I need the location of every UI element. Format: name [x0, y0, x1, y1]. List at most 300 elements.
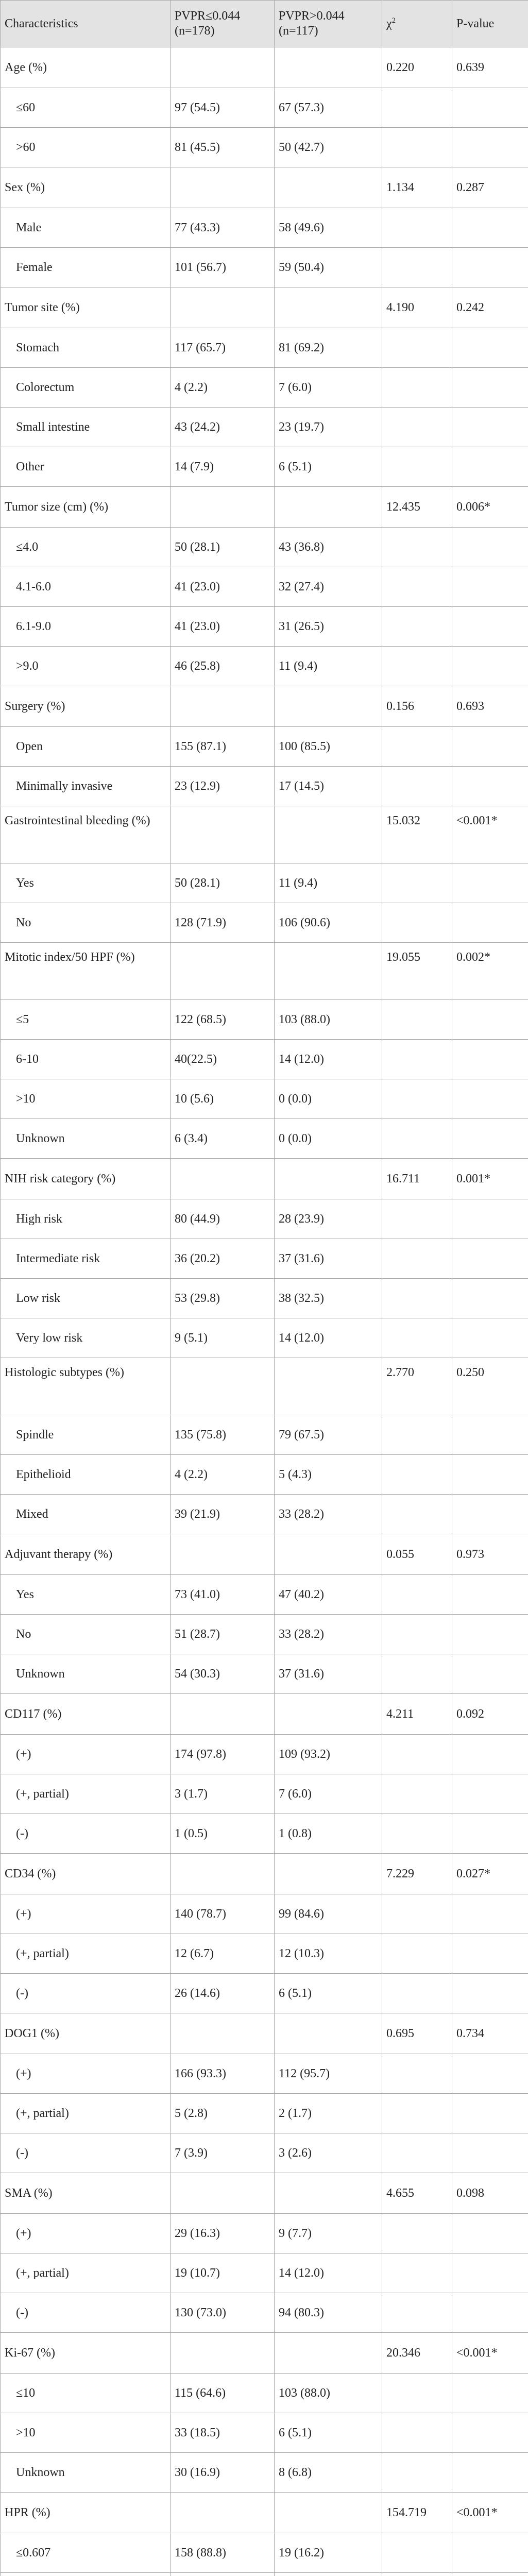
value-pvpr-high: 28 (23.9) — [275, 1199, 382, 1239]
table-row — [1, 1415, 528, 1455]
value-pvpr-high: 58 (49.6) — [275, 208, 382, 248]
value-pvpr-low: 158 (88.8) — [171, 2533, 275, 2573]
value-pvpr-low: 77 (43.3) — [171, 208, 275, 248]
value-p — [452, 2413, 528, 2453]
table-row — [1, 1615, 528, 1654]
chi-symbol: χ — [386, 16, 392, 30]
value-pvpr-high: 32 (27.4) — [275, 567, 382, 607]
value-chi-square — [382, 328, 452, 368]
value-p — [452, 567, 528, 607]
value-pvpr-high: 6 (5.1) — [275, 2413, 382, 2453]
value-pvpr-low — [171, 47, 275, 88]
row-label: (-) — [1, 2133, 171, 2173]
row-label: Tumor size (cm) (%) — [1, 487, 171, 528]
category-row — [1, 2333, 528, 2374]
value-chi-square — [382, 1239, 452, 1279]
table-row — [1, 1279, 528, 1318]
value-p — [452, 863, 528, 903]
value-pvpr-high — [275, 2493, 382, 2533]
value-chi-square — [382, 2214, 452, 2253]
row-label: Unknown — [1, 1654, 171, 1694]
table-row — [1, 1199, 528, 1239]
value-p — [452, 1199, 528, 1239]
row-label: (+) — [1, 2214, 171, 2253]
table-row — [1, 1318, 528, 1358]
table-row — [1, 2293, 528, 2333]
value-p — [452, 1239, 528, 1279]
value-pvpr-low: 26 (14.6) — [171, 1974, 275, 2013]
value-p — [452, 328, 528, 368]
value-pvpr-high: 112 (95.7) — [275, 2054, 382, 2094]
value-chi-square — [382, 1199, 452, 1239]
value-p — [452, 248, 528, 287]
value-p: 0.002* — [452, 943, 528, 1000]
value-p — [452, 1455, 528, 1495]
value-pvpr-low — [171, 2333, 275, 2374]
category-row — [1, 1854, 528, 1894]
value-pvpr-high — [275, 287, 382, 328]
value-pvpr-high: 37 (31.6) — [275, 1654, 382, 1694]
row-label: Intermediate risk — [1, 1239, 171, 1279]
row-label: SMA (%) — [1, 2173, 171, 2214]
row-label: Unknown — [1, 1119, 171, 1159]
row-label: Tumor site (%) — [1, 287, 171, 328]
row-label: No — [1, 903, 171, 943]
value-chi-square — [382, 408, 452, 447]
category-row — [1, 2173, 528, 2214]
category-row — [1, 943, 528, 1000]
value-p — [452, 1495, 528, 1534]
value-pvpr-low: 1 (0.5) — [171, 1814, 275, 1854]
value-chi-square — [382, 2094, 452, 2133]
table-header — [1, 1, 528, 47]
table-row — [1, 1934, 528, 1974]
value-chi-square: 0.055 — [382, 1534, 452, 1575]
value-pvpr-low: 6 (3.4) — [171, 1119, 275, 1159]
value-pvpr-low: 140 (78.7) — [171, 1894, 275, 1934]
row-label: Age (%) — [1, 47, 171, 88]
value-chi-square — [382, 903, 452, 943]
value-pvpr-high: 103 (88.0) — [275, 2374, 382, 2413]
value-p — [452, 647, 528, 686]
table-row — [1, 2253, 528, 2293]
value-pvpr-low — [171, 1358, 275, 1415]
value-chi-square — [382, 1318, 452, 1358]
value-p — [452, 1119, 528, 1159]
value-p — [452, 2133, 528, 2173]
value-chi-square: 1.134 — [382, 167, 452, 208]
value-pvpr-high — [275, 2333, 382, 2374]
row-label: Minimally invasive — [1, 767, 171, 806]
value-pvpr-high: 99 (84.6) — [275, 1894, 382, 1934]
value-pvpr-high: 9 (7.7) — [275, 2214, 382, 2253]
value-pvpr-high: 31 (26.5) — [275, 607, 382, 647]
value-p — [452, 528, 528, 567]
value-pvpr-high: 14 (12.0) — [275, 1040, 382, 1079]
table-row — [1, 1119, 528, 1159]
row-label: CD34 (%) — [1, 1854, 171, 1894]
value-pvpr-low: 155 (87.1) — [171, 727, 275, 767]
value-pvpr-low: 4 (2.2) — [171, 368, 275, 408]
value-pvpr-low — [171, 2573, 275, 2576]
value-p: <0.001* — [452, 2333, 528, 2374]
category-row — [1, 1534, 528, 1575]
value-pvpr-high: 14 (12.0) — [275, 1318, 382, 1358]
value-p — [452, 727, 528, 767]
value-chi-square — [382, 1774, 452, 1814]
value-chi-square — [382, 128, 452, 167]
value-p: 0.734 — [452, 2013, 528, 2054]
value-chi-square — [382, 1575, 452, 1615]
value-pvpr-high — [275, 1534, 382, 1575]
value-chi-square — [382, 727, 452, 767]
value-chi-square — [382, 1119, 452, 1159]
header-characteristics: Characteristics — [1, 1, 171, 47]
value-pvpr-low: 130 (73.0) — [171, 2293, 275, 2333]
row-label: Male — [1, 208, 171, 248]
row-label: ≤10 — [1, 2374, 171, 2413]
row-label: High risk — [1, 1199, 171, 1239]
value-pvpr-low: 54 (30.3) — [171, 1654, 275, 1694]
value-pvpr-high: 38 (32.5) — [275, 1279, 382, 1318]
value-pvpr-low: 46 (25.8) — [171, 647, 275, 686]
value-pvpr-high: 2 (1.7) — [275, 2094, 382, 2133]
value-p: <0.001* — [452, 806, 528, 863]
value-chi-square — [382, 2253, 452, 2293]
value-pvpr-high — [275, 1854, 382, 1894]
value-chi-square: 7.229 — [382, 1854, 452, 1894]
row-label: 6.1-9.0 — [1, 607, 171, 647]
value-chi-square — [382, 1040, 452, 1079]
value-pvpr-high: 0 (0.0) — [275, 1079, 382, 1119]
value-chi-square — [382, 368, 452, 408]
value-p — [452, 2533, 528, 2573]
table-row — [1, 1495, 528, 1534]
category-row — [1, 487, 528, 528]
value-chi-square — [382, 767, 452, 806]
value-pvpr-low: 3 (1.7) — [171, 1774, 275, 1814]
value-pvpr-low: 10 (5.6) — [171, 1079, 275, 1119]
value-chi-square — [382, 2374, 452, 2413]
row-label: Unknown — [1, 2453, 171, 2493]
chi-superscript: 2 — [391, 16, 396, 25]
value-pvpr-high: 6 (5.1) — [275, 447, 382, 487]
value-p — [452, 1615, 528, 1654]
value-chi-square — [382, 1615, 452, 1654]
value-pvpr-low: 4 (2.2) — [171, 1455, 275, 1495]
row-label: Colorectum — [1, 368, 171, 408]
value-chi-square: 0.220 — [382, 47, 452, 88]
table-row — [1, 1040, 528, 1079]
value-p — [452, 1974, 528, 2013]
value-chi-square: 0.695 — [382, 2013, 452, 2054]
value-pvpr-high — [275, 1694, 382, 1735]
table-row — [1, 408, 528, 447]
value-chi-square — [382, 2453, 452, 2493]
value-p: 0.006* — [452, 487, 528, 528]
value-p: <0.001* — [452, 2493, 528, 2533]
value-chi-square: 2.770 — [382, 1358, 452, 1415]
value-p: 0.287 — [452, 167, 528, 208]
value-chi-square — [382, 1934, 452, 1974]
value-pvpr-high: 12 (10.3) — [275, 1934, 382, 1974]
value-p — [452, 1575, 528, 1615]
value-pvpr-low — [171, 1694, 275, 1735]
category-row — [1, 686, 528, 727]
value-pvpr-high — [275, 487, 382, 528]
value-pvpr-high — [275, 943, 382, 1000]
row-label: >9.0 — [1, 647, 171, 686]
value-pvpr-high: 5 (4.3) — [275, 1455, 382, 1495]
value-chi-square — [382, 1455, 452, 1495]
row-label: Yes — [1, 863, 171, 903]
value-p — [452, 2573, 528, 2576]
value-pvpr-high — [275, 686, 382, 727]
value-chi-square — [382, 1415, 452, 1455]
row-label: Sex (%) — [1, 167, 171, 208]
row-label: (+, partial) — [1, 1774, 171, 1814]
value-p — [452, 447, 528, 487]
value-p: 0.098 — [452, 2173, 528, 2214]
value-p — [452, 1934, 528, 1974]
row-label: 4.1-6.0 — [1, 567, 171, 607]
value-p — [452, 2094, 528, 2133]
value-pvpr-low: 51 (28.7) — [171, 1615, 275, 1654]
value-p — [452, 208, 528, 248]
row-label: ≤5 — [1, 1000, 171, 1040]
row-label: Very low risk — [1, 1318, 171, 1358]
value-pvpr-low: 73 (41.0) — [171, 1575, 275, 1615]
value-chi-square — [382, 1654, 452, 1694]
value-p — [452, 2054, 528, 2094]
table-row — [1, 2054, 528, 2094]
table-row — [1, 863, 528, 903]
value-chi-square — [382, 2133, 452, 2173]
row-label: Open — [1, 727, 171, 767]
header-chi-square — [382, 1, 452, 47]
value-pvpr-high: 6 (5.1) — [275, 1974, 382, 2013]
table-row — [1, 2214, 528, 2253]
value-p — [452, 1040, 528, 1079]
value-pvpr-high — [275, 2013, 382, 2054]
row-label: Spindle — [1, 1415, 171, 1455]
table-row — [1, 767, 528, 806]
value-chi-square: 4.655 — [382, 2173, 452, 2214]
value-pvpr-low — [171, 1854, 275, 1894]
value-pvpr-low — [171, 1534, 275, 1575]
value-pvpr-low — [171, 487, 275, 528]
value-pvpr-high — [275, 167, 382, 208]
row-label: (-) — [1, 1814, 171, 1854]
value-pvpr-low — [171, 2013, 275, 2054]
value-pvpr-low — [171, 806, 275, 863]
value-pvpr-low: 166 (93.3) — [171, 2054, 275, 2094]
table-row — [1, 607, 528, 647]
value-pvpr-high — [275, 2573, 382, 2576]
value-p — [452, 1318, 528, 1358]
value-pvpr-low: 12 (6.7) — [171, 1934, 275, 1974]
value-pvpr-low: 23 (12.9) — [171, 767, 275, 806]
table-row — [1, 1079, 528, 1119]
value-pvpr-high: 47 (40.2) — [275, 1575, 382, 1615]
table-row — [1, 567, 528, 607]
value-pvpr-low: 33 (18.5) — [171, 2413, 275, 2453]
value-pvpr-low: 81 (45.5) — [171, 128, 275, 167]
value-chi-square — [382, 1279, 452, 1318]
row-label: No — [1, 1615, 171, 1654]
table-row — [1, 2094, 528, 2133]
row-label: >10 — [1, 2413, 171, 2453]
value-pvpr-low: 41 (23.0) — [171, 567, 275, 607]
row-label: Mitotic index/50 HPF (%) — [1, 943, 171, 1000]
table-row — [1, 208, 528, 248]
value-pvpr-high: 37 (31.6) — [275, 1239, 382, 1279]
row-label: >10 — [1, 1079, 171, 1119]
row-label: (+, partial) — [1, 2253, 171, 2293]
value-pvpr-high — [275, 806, 382, 863]
row-label: ≤0.607 — [1, 2533, 171, 2573]
value-pvpr-low: 50 (28.1) — [171, 528, 275, 567]
value-p: 0.092 — [452, 1694, 528, 1735]
value-p — [452, 128, 528, 167]
value-pvpr-low: 50 (28.1) — [171, 863, 275, 903]
value-pvpr-low: 43 (24.2) — [171, 408, 275, 447]
value-pvpr-low: 41 (23.0) — [171, 607, 275, 647]
table-row — [1, 727, 528, 767]
value-pvpr-low: 135 (75.8) — [171, 1415, 275, 1455]
row-label: Yes — [1, 1575, 171, 1615]
value-pvpr-low — [171, 167, 275, 208]
value-pvpr-low: 9 (5.1) — [171, 1318, 275, 1358]
value-pvpr-low: 29 (16.3) — [171, 2214, 275, 2253]
value-p — [452, 1279, 528, 1318]
value-p — [452, 607, 528, 647]
row-label: (+, partial) — [1, 2094, 171, 2133]
value-pvpr-high: 23 (19.7) — [275, 408, 382, 447]
value-chi-square — [382, 863, 452, 903]
value-pvpr-high: 50 (42.7) — [275, 128, 382, 167]
value-chi-square — [382, 567, 452, 607]
value-p — [452, 1415, 528, 1455]
value-chi-square — [382, 607, 452, 647]
value-chi-square — [382, 2573, 452, 2576]
row-label: (+) — [1, 1735, 171, 1774]
category-row — [1, 287, 528, 328]
value-pvpr-low: 115 (64.6) — [171, 2374, 275, 2413]
table-row — [1, 2374, 528, 2413]
table-row — [1, 2413, 528, 2453]
table-row — [1, 2133, 528, 2173]
value-chi-square — [382, 1735, 452, 1774]
value-pvpr-low: 39 (21.9) — [171, 1495, 275, 1534]
value-pvpr-high: 106 (90.6) — [275, 903, 382, 943]
value-chi-square — [382, 2413, 452, 2453]
row-label: ≤4.0 — [1, 528, 171, 567]
value-pvpr-high: 109 (93.2) — [275, 1735, 382, 1774]
row-label: 6-10 — [1, 1040, 171, 1079]
table-row — [1, 1239, 528, 1279]
value-p — [452, 1814, 528, 1854]
value-pvpr-low: 80 (44.9) — [171, 1199, 275, 1239]
value-chi-square: 16.711 — [382, 1159, 452, 1199]
value-pvpr-low — [171, 943, 275, 1000]
row-label: HPR (%) — [1, 2493, 171, 2533]
value-p — [452, 2214, 528, 2253]
value-chi-square — [382, 1495, 452, 1534]
row-label: Mixed — [1, 1495, 171, 1534]
value-pvpr-high: 1 (0.8) — [275, 1814, 382, 1854]
row-label: Female — [1, 248, 171, 287]
value-pvpr-high: 59 (50.4) — [275, 248, 382, 287]
value-pvpr-high: 11 (9.4) — [275, 863, 382, 903]
value-pvpr-low: 101 (56.7) — [171, 248, 275, 287]
value-pvpr-high: 100 (85.5) — [275, 727, 382, 767]
row-label: Gastrointestinal bleeding (%) — [1, 806, 171, 863]
value-pvpr-low: 5 (2.8) — [171, 2094, 275, 2133]
value-p — [452, 1735, 528, 1774]
value-pvpr-high — [275, 2173, 382, 2214]
table-row — [1, 2453, 528, 2493]
row-label: >60 — [1, 128, 171, 167]
value-chi-square — [382, 1079, 452, 1119]
value-pvpr-high: 14 (12.0) — [275, 2253, 382, 2293]
value-p: 0.639 — [452, 47, 528, 88]
category-row — [1, 167, 528, 208]
row-label: Low risk — [1, 1279, 171, 1318]
value-chi-square: 154.719 — [382, 2493, 452, 2533]
value-p — [452, 1654, 528, 1694]
value-pvpr-low: 174 (97.8) — [171, 1735, 275, 1774]
row-label: CD117 (%) — [1, 1694, 171, 1735]
value-pvpr-high: 7 (6.0) — [275, 1774, 382, 1814]
category-row — [1, 47, 528, 88]
value-p — [452, 1079, 528, 1119]
table-row — [1, 1974, 528, 2013]
row-label: (+) — [1, 1894, 171, 1934]
value-chi-square — [382, 88, 452, 128]
row-label: Other — [1, 447, 171, 487]
value-p: 0.001* — [452, 1159, 528, 1199]
value-pvpr-high: 7 (6.0) — [275, 368, 382, 408]
value-p — [452, 1774, 528, 1814]
table-row — [1, 528, 528, 567]
value-chi-square: 4.211 — [382, 1694, 452, 1735]
value-chi-square: 20.346 — [382, 2333, 452, 2374]
value-chi-square: 0.156 — [382, 686, 452, 727]
table-row — [1, 903, 528, 943]
table-row — [1, 1455, 528, 1495]
value-pvpr-low: 14 (7.9) — [171, 447, 275, 487]
header-row — [1, 1, 528, 47]
row-label: (-) — [1, 2293, 171, 2333]
value-chi-square: 19.055 — [382, 943, 452, 1000]
value-pvpr-high — [275, 1159, 382, 1199]
table-row — [1, 248, 528, 287]
table-row — [1, 647, 528, 686]
row-label — [1, 2573, 171, 2576]
row-label: Stomach — [1, 328, 171, 368]
row-label: Ki-67 (%) — [1, 2333, 171, 2374]
row-label: (+, partial) — [1, 1934, 171, 1974]
value-pvpr-low: 30 (16.9) — [171, 2453, 275, 2493]
value-chi-square: 4.190 — [382, 287, 452, 328]
row-label: Epithelioid — [1, 1455, 171, 1495]
value-pvpr-low: 40(22.5) — [171, 1040, 275, 1079]
value-pvpr-high: 17 (14.5) — [275, 767, 382, 806]
value-pvpr-high: 19 (16.2) — [275, 2533, 382, 2573]
row-label: NIH risk category (%) — [1, 1159, 171, 1199]
table-row — [1, 1575, 528, 1615]
